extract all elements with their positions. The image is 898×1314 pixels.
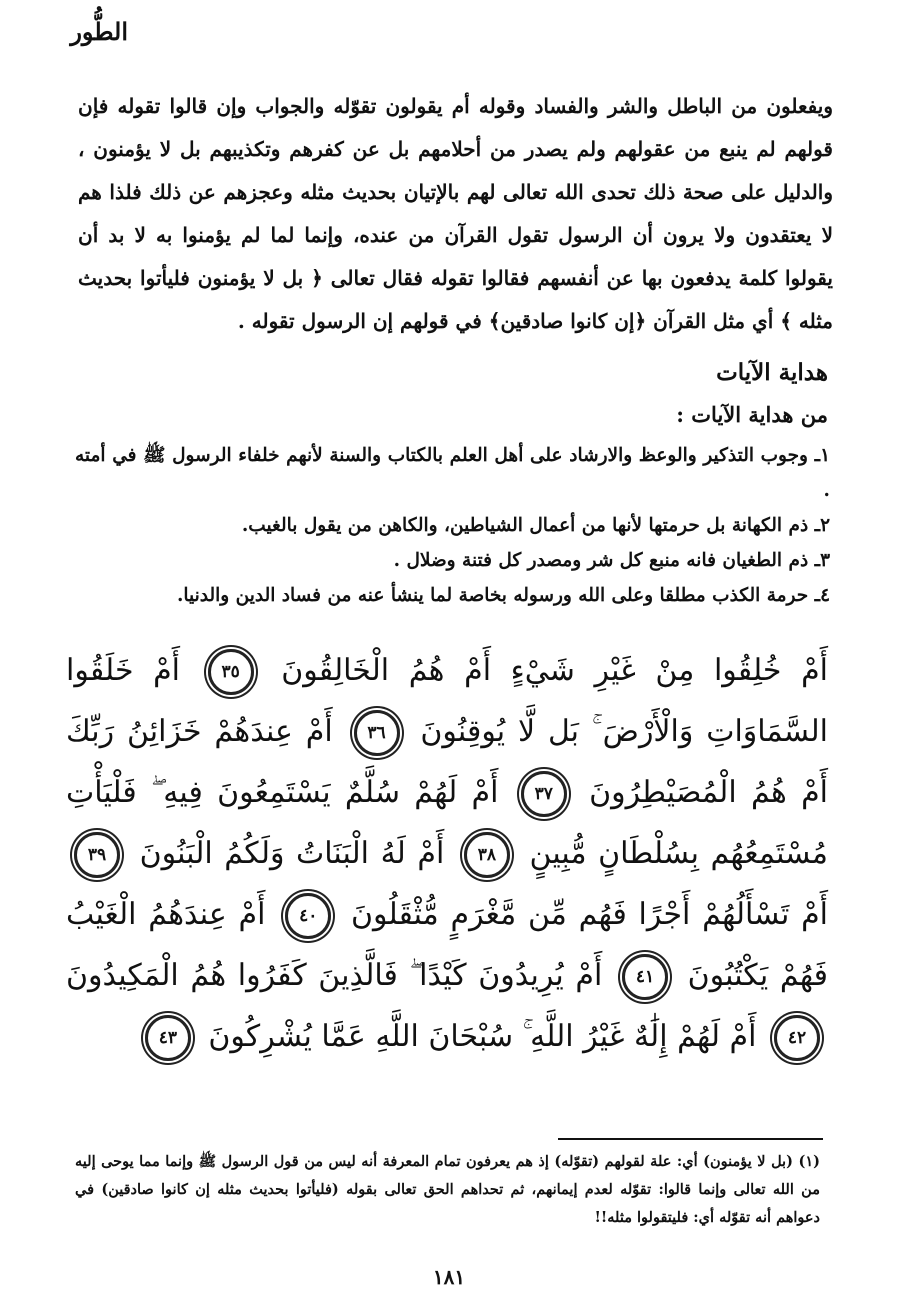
ayah-number-marker-icon: ٣٨ bbox=[464, 832, 510, 878]
ayah-number-marker-icon: ٤٢ bbox=[774, 1015, 820, 1061]
footnote-text: (١) (بل لا يؤمنون) أي: علة لقولهم (تقوّله) إذ هم يعرفون تمام المعرفة أنه ليس من قول الرسول ﷺ وإنما مما يوحى إليه من الله تعالى وإنما قالوا: تقوّله لعدم إيمانهم، ثم تحداهم الحق تعالى بقوله (فليأتوا بحديث مثله إن كانوا صادقين) في دعواهم أنه تقوّله أي: فليتقولوا مثله!! bbox=[75, 1153, 820, 1226]
quran-verses-block bbox=[66, 640, 828, 1067]
ayah-number-marker-icon: ٣٦ bbox=[354, 710, 400, 756]
verse-text: أَمْ عِندَهُمْ خَزَائِنُ رَبِّكَ أَمْ هُمُ الْمُصَيْطِرُونَ bbox=[66, 714, 828, 810]
quran-verses-paragraph bbox=[66, 640, 828, 1067]
verse-text: أَمْ عِندَهُمُ الْغَيْبُ فَهُمْ يَكْتُبُونَ bbox=[66, 897, 828, 993]
guidance-point: ١ـ وجوب التذكير والوعظ والارشاد على أهل العلم بالكتاب والسنة لأنهم خلفاء الرسول ﷺ في أمته . bbox=[75, 445, 830, 501]
guidance-point: ٢ـ ذم الكهانة بل حرمتها لأنها من أعمال الشياطين، والكاهن من يقول بالغيب. bbox=[241, 515, 830, 536]
verse-text: أَمْ يُرِيدُونَ كَيْدًا ۖ فَالَّذِينَ كَفَرُوا هُمُ الْمَكِيدُونَ bbox=[66, 958, 603, 993]
verse-text: أَمْ لَهُ الْبَنَاتُ وَلَكُمُ الْبَنُونَ bbox=[139, 836, 445, 871]
ayah-number-marker-icon: ٤٠ bbox=[285, 893, 331, 939]
verse-text: أَمْ تَسْأَلُهُمْ أَجْرًا فَهُم مِّن مَّغْرَمٍ مُّثْقَلُونَ bbox=[350, 897, 828, 932]
commentary-block bbox=[78, 85, 833, 343]
running-header-surah-name: الطُّور bbox=[70, 17, 128, 46]
verse-text: أَمْ خَلَقُوا السَّمَاوَاتِ وَالْأَرْضَ ۚ بَل لَّا يُوقِنُونَ bbox=[66, 653, 828, 749]
page-number: ١٨١ bbox=[432, 1265, 466, 1289]
section-subheading: من هداية الآيات : bbox=[676, 402, 828, 427]
footnotes-block bbox=[75, 1148, 820, 1232]
verse-text: أَمْ لَهُمْ سُلَّمٌ يَسْتَمِعُونَ فِيهِ ۖ فَلْيَأْتِ مُسْتَمِعُهُم بِسُلْطَانٍ مُّبِينٍ bbox=[66, 775, 829, 871]
section-heading: هداية الآيات bbox=[716, 359, 828, 386]
commentary-paragraph: ويفعلون من الباطل والشر والفساد وقوله أم يقولون تقوّله والجواب وإن قالوا تقوله فإن قولهم لم ينبع من عقولهم ولم يصدر من أحلامهم بل عن كفرهم وتكذيبهم بل لا يؤمنون ، والدليل على صحة ذلك تحدى الله تعالى لهم بالإتيان بحديث مثله وعجزهم عن ذلك فلذا هم لا يعتقدون ولا يرون أن الرسول تقول القرآن من عنده، وإنما لما لم يؤمنوا به لا بد أن يقولوا كلمة يدفعون بها عن أنفسهم فقالوا تقوله فقال تعالى ﴿ بل لا يؤمنون فليأتوا بحديث مثله ﴾ أي مثل القرآن ﴿إن كانوا صادقين﴾ في قولهم إن الرسول تقوله . bbox=[78, 94, 833, 333]
ayah-number-marker-icon: ٤١ bbox=[622, 954, 668, 1000]
footnote-divider bbox=[558, 1138, 823, 1140]
verse-text: أَمْ خُلِقُوا مِنْ غَيْرِ شَيْءٍ أَمْ هُمُ الْخَالِقُونَ bbox=[281, 653, 828, 688]
ayah-number-marker-icon: ٣٥ bbox=[208, 649, 254, 695]
ayah-number-marker-icon: ٣٩ bbox=[74, 832, 120, 878]
ayah-number-marker-icon: ٣٧ bbox=[521, 771, 567, 817]
verse-text: أَمْ لَهُمْ إِلَٰهٌ غَيْرُ اللَّهِ ۚ سُبْحَانَ اللَّهِ عَمَّا يُشْرِكُونَ bbox=[208, 1019, 757, 1054]
guidance-points-list bbox=[75, 438, 830, 613]
ayah-number-marker-icon: ٤٣ bbox=[145, 1015, 191, 1061]
guidance-point: ٣ـ ذم الطغيان فانه منبع كل شر ومصدر كل فتنة وضلال . bbox=[393, 550, 830, 571]
guidance-point: ٤ـ حرمة الكذب مطلقا وعلى الله ورسوله بخاصة لما ينشأ عنه من فساد الدين والدنيا. bbox=[176, 585, 830, 606]
